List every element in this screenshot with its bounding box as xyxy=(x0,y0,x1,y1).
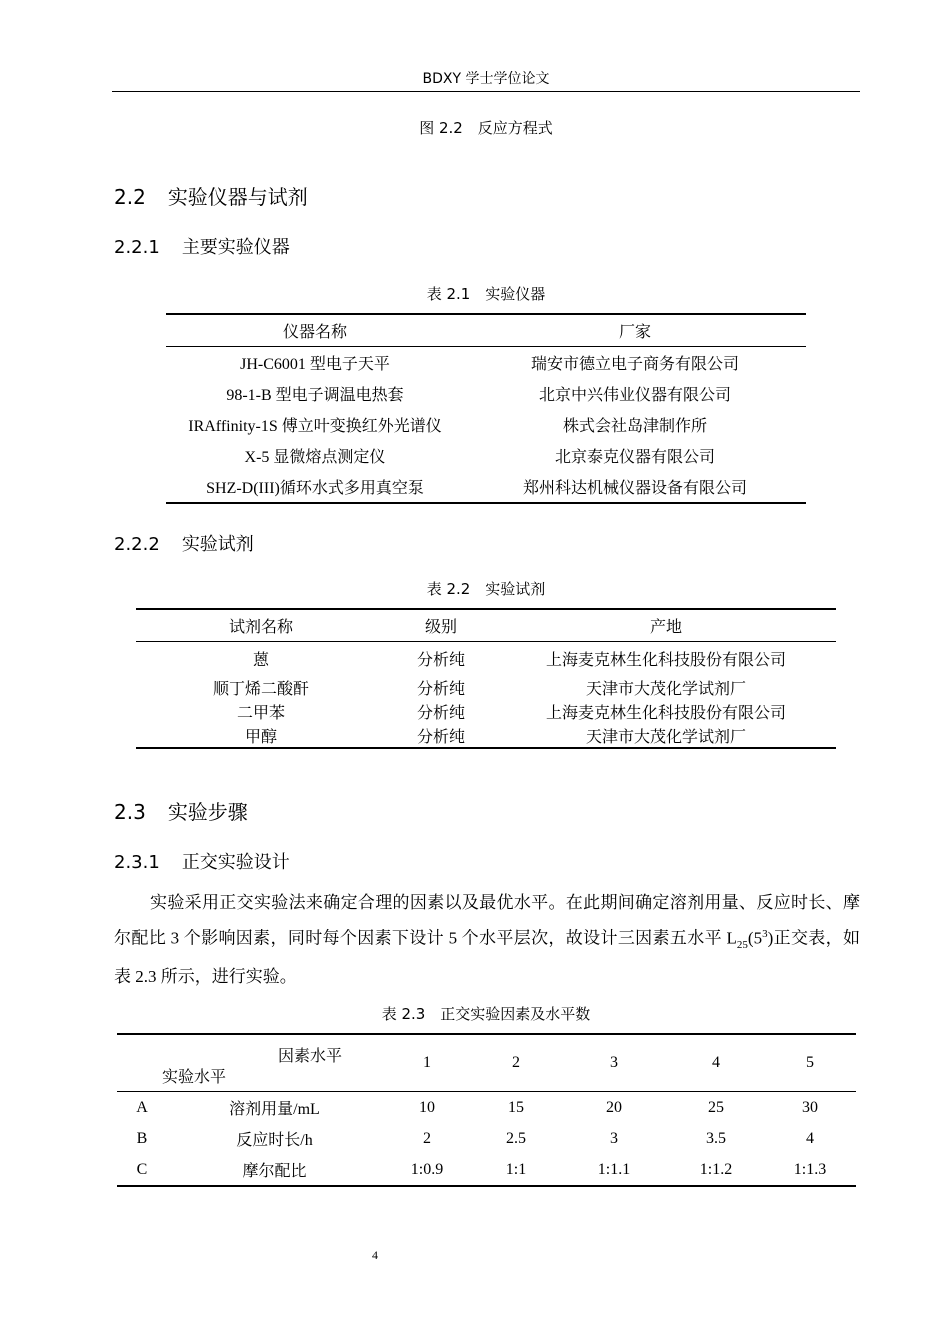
table-header-row xyxy=(117,1034,856,1092)
table-cell: 3 xyxy=(610,1129,618,1147)
table-cell: 分析纯 xyxy=(416,680,465,698)
table-cell: 25 xyxy=(708,1098,724,1116)
section-number: 2.3.1 xyxy=(114,852,160,873)
section-title: 实验步骤 xyxy=(167,800,248,824)
table-header-row xyxy=(136,609,836,642)
section-heading-2-2-1 xyxy=(114,233,290,259)
section-title: 实验仪器与试剂 xyxy=(167,185,308,209)
factor-name: 反应时长/h xyxy=(236,1132,313,1149)
paragraph-text: (5 xyxy=(747,928,763,948)
column-header: 试剂名称 xyxy=(136,609,386,642)
section-number: 2.2.1 xyxy=(114,237,160,258)
table-cell: 1:1 xyxy=(505,1160,527,1178)
table-caption-2-1: 表 2.1 实验仪器 xyxy=(426,285,546,303)
table-cell: 15 xyxy=(508,1098,524,1116)
table-cell: 甲醇 xyxy=(244,728,277,746)
table-row xyxy=(136,723,836,748)
table-row xyxy=(166,378,806,409)
table-cell: IRAffinity-1S 傅立叶变换红外光谱仪 xyxy=(188,418,442,435)
paragraph-text: )正交表，如表 2.3 所示，进行实验。 xyxy=(114,928,860,987)
column-header: 仪器名称 xyxy=(166,314,464,347)
section-title: 实验试剂 xyxy=(181,534,254,555)
table-cell: SHZ-D(III)循环水式多用真空泵 xyxy=(206,480,424,497)
table-row xyxy=(117,1154,856,1186)
table-cell: 20 xyxy=(606,1098,622,1116)
factor-code: A xyxy=(136,1098,148,1116)
table-cell: 1:1.1 xyxy=(597,1160,631,1178)
table-row xyxy=(166,347,806,379)
table-row xyxy=(136,642,836,676)
table-cell: 郑州科达机械仪器设备有限公司 xyxy=(522,480,747,497)
paragraph-subscript: 25 xyxy=(736,938,748,951)
section-title: 主要实验仪器 xyxy=(181,237,290,258)
column-header: 级别 xyxy=(386,609,496,642)
table-cell: 2 xyxy=(423,1129,431,1147)
table-row xyxy=(136,699,836,723)
level-header: 2 xyxy=(472,1034,560,1092)
table-cell: 10 xyxy=(419,1098,435,1116)
table-cell: 30 xyxy=(802,1098,818,1116)
section-heading-2-2 xyxy=(114,181,308,210)
column-header: 厂家 xyxy=(464,314,806,347)
section-number: 2.2.2 xyxy=(114,534,160,555)
table-header-row xyxy=(166,314,806,347)
paragraph-text: 实验采用正交实验法来确定合理的因素以及最优水平。在此期间确定溶剂用量、反应时长、摩尔配比 3 个影响因素，同时每个因素下设计 5 个水平层次，故设计三因素五水平 L xyxy=(114,893,860,948)
table-row xyxy=(136,675,836,699)
table-cell: 1:1.2 xyxy=(699,1160,733,1178)
table-cell: 北京中兴伟业仪器有限公司 xyxy=(538,387,731,404)
section-heading-2-3 xyxy=(114,796,248,825)
body-paragraph xyxy=(114,887,860,993)
table-cell: 瑞安市德立电子商务有限公司 xyxy=(530,356,739,373)
table-cell: 98-1-B 型电子调温电热套 xyxy=(226,387,404,404)
table-row xyxy=(166,471,806,503)
section-number: 2.2 xyxy=(114,185,146,209)
table-row xyxy=(117,1123,856,1154)
table-row xyxy=(166,440,806,471)
table-row xyxy=(117,1092,856,1124)
header-rule xyxy=(112,91,860,92)
level-header: 1 xyxy=(382,1034,472,1092)
section-title: 正交实验设计 xyxy=(181,852,290,873)
section-heading-2-3-1 xyxy=(114,848,290,874)
table-cell: 分析纯 xyxy=(416,704,465,722)
table-cell: 天津市大茂化学试剂厂 xyxy=(585,680,746,698)
corner-header-bottom: 实验水平 xyxy=(162,1069,227,1086)
running-header: BDXY 学士学位论文 xyxy=(422,71,550,87)
table-cell: 2.5 xyxy=(506,1129,526,1147)
table-cell: 蒽 xyxy=(252,652,269,669)
instrument-table xyxy=(166,313,806,504)
factor-code: B xyxy=(136,1129,148,1147)
factor-name: 溶剂用量/mL xyxy=(229,1101,320,1118)
figure-caption: 图 2.2 反应方程式 xyxy=(419,119,553,137)
table-cell: 二甲苯 xyxy=(236,704,285,722)
table-caption-2-2: 表 2.2 实验试剂 xyxy=(426,580,546,598)
corner-header-top: 因素水平 xyxy=(277,1048,342,1065)
reagent-table xyxy=(136,608,836,749)
orthogonal-factor-table xyxy=(117,1033,856,1187)
factor-code: C xyxy=(136,1160,148,1178)
section-number: 2.3 xyxy=(114,800,146,824)
table-cell: JH-C6001 型电子天平 xyxy=(240,356,390,373)
level-header: 4 xyxy=(668,1034,764,1092)
table-cell: 顺丁烯二酸酐 xyxy=(212,680,309,698)
table-cell: 上海麦克林生化科技股份有限公司 xyxy=(545,704,786,722)
table-caption-2-3: 表 2.3 正交实验因素及水平数 xyxy=(381,1005,591,1023)
table-cell: 分析纯 xyxy=(416,728,465,746)
level-header: 5 xyxy=(764,1034,856,1092)
table-cell: 北京泰克仪器有限公司 xyxy=(554,449,715,466)
table-cell: 分析纯 xyxy=(416,652,465,669)
table-cell: X-5 显微熔点测定仪 xyxy=(244,449,386,466)
table-cell: 1:1.3 xyxy=(793,1160,827,1178)
page-number: 4 xyxy=(372,1248,378,1262)
table-cell: 1:0.9 xyxy=(410,1160,444,1178)
column-header: 产地 xyxy=(496,609,836,642)
factor-name: 摩尔配比 xyxy=(242,1163,307,1180)
table-cell: 株式会社岛津制作所 xyxy=(562,418,707,435)
table-cell: 上海麦克林生化科技股份有限公司 xyxy=(545,652,786,669)
paragraph-superscript: 3 xyxy=(762,927,768,940)
table-row xyxy=(166,409,806,440)
level-header: 3 xyxy=(560,1034,668,1092)
corner-header xyxy=(117,1034,382,1092)
section-heading-2-2-2 xyxy=(114,530,254,556)
table-cell: 天津市大茂化学试剂厂 xyxy=(585,728,746,746)
table-cell: 4 xyxy=(806,1129,814,1147)
table-cell: 3.5 xyxy=(706,1129,726,1147)
